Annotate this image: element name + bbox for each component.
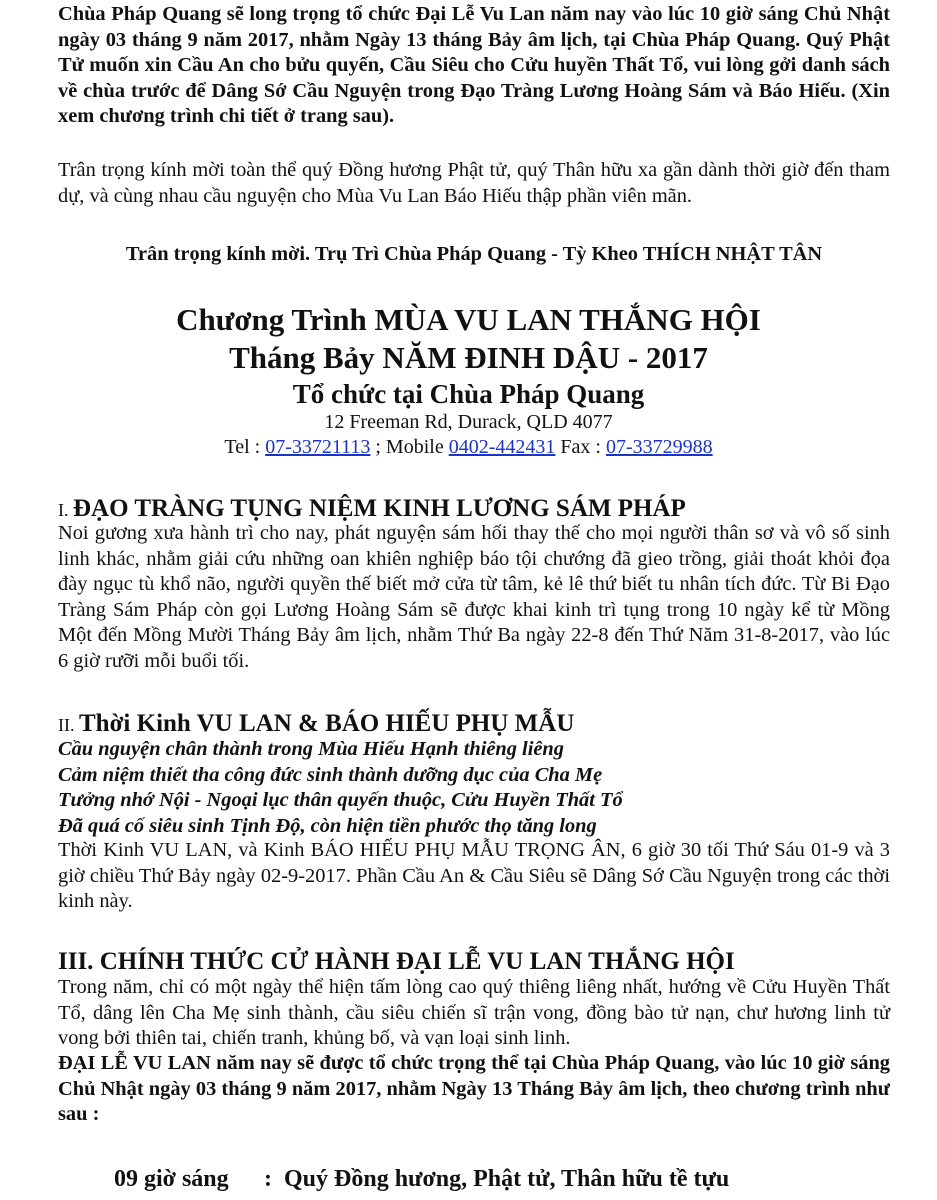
- fax-label: Fax :: [555, 436, 606, 458]
- schedule-description: Quý Đồng hương, Phật tử, Thân hữu tề tựu: [284, 1166, 730, 1192]
- schedule-separator: :: [264, 1166, 272, 1192]
- program-title: Chương Trình MÙA VU LAN THẮNG HỘI: [176, 302, 761, 337]
- section-2-number: II.: [58, 715, 79, 735]
- verse-line: Cảm niệm thiết tha công đức sinh thành dưỡng dục của Cha Mẹ: [58, 763, 603, 786]
- tel-link[interactable]: 07-33721113: [265, 436, 371, 458]
- verse-line: Cầu nguyện chân thành trong Mùa Hiếu Hạnh thiêng liêng: [58, 738, 564, 760]
- invitation-paragraph: Trân trọng kính mời toàn thể quý Đồng hương Phật tử, quý Thân hữu xa gần dành thời giờ đến tham dự, và cùng nhau cầu nguyện cho Mùa Vu Lan Báo Hiếu thập phần viên mãn.: [58, 159, 890, 207]
- section-2-verses: [58, 737, 890, 839]
- tel-label: Tel :: [224, 436, 266, 458]
- section-2-heading: [58, 709, 918, 740]
- section-1-number: I.: [58, 500, 73, 520]
- program-subtitle: Tháng Bảy NĂM ĐINH DẬU - 2017: [229, 340, 708, 375]
- program-organizer: Tổ chức tại Chùa Pháp Quang: [292, 379, 645, 409]
- section-2-title: Thời Kinh VU LAN & BÁO HIẾU PHỤ MẪU: [79, 710, 575, 737]
- section-3-body: Trong năm, chỉ có một ngày thể hiện tấm lòng cao quý thiêng liêng nhất, hướng về Cửu Huyền Thất Tổ, dâng lên Cha Mẹ sinh thành, cầu siêu chiến sĩ trận vong, đồng bào tử nạn, chư hương linh tử vong bởi thiên tai, chiến tranh, khủng bố, và vạn loại sinh linh.: [58, 976, 890, 1049]
- temple-address: 12 Freeman Rd, Durack, QLD 4077: [324, 411, 613, 433]
- section-1-title: ĐẠO TRÀNG TỤNG NIỆM KINH LƯƠNG SÁM PHÁP: [73, 495, 686, 522]
- section-3-number: III.: [58, 948, 100, 975]
- verse-line: Tưởng nhớ Nội - Ngoại lục thân quyến thuộc, Cửu Huyền Thất Tổ: [58, 789, 623, 811]
- schedule-time: 09 giờ sáng: [114, 1166, 229, 1192]
- mobile-label: ; Mobile: [370, 436, 449, 458]
- fax-link[interactable]: 07-33729988: [605, 436, 713, 458]
- signature-line: Trân trọng kính mời. Trụ Trì Chùa Pháp Quang - Tỳ Kheo THÍCH NHẬT TÂN: [125, 243, 823, 265]
- section-3-heading: [58, 947, 918, 977]
- mobile-link[interactable]: 0402-442431: [448, 436, 556, 458]
- contact-line: [0, 435, 937, 459]
- section-1-body: Noi gương xưa hành trì cho nay, phát nguyện sám hối thay thế cho mọi người thân sơ và vô số sinh linh khác, nhằm giải cứu những oan khiên nghiệp báo tội chướng đã gieo trồng, giải thoát khỏi đọa đày ngục tù khổ não, người quyền thế biết mở cửa từ tâm, kẻ lê thứ biết tu nhân tích đức. Từ Bi Đạo Tràng Sám Pháp còn gọi Lương Hoàng Sám sẽ được khai kinh trì tụng trong 10 ngày kể từ Mồng Một đến Mồng Mười Tháng Bảy âm lịch, nhằm Thứ Ba ngày 22-8 đến Thứ Năm 31-8-2017, vào lúc 6 giờ rưỡi mỗi buổi tối.: [58, 522, 890, 672]
- intro-paragraph: Chùa Pháp Quang sẽ long trọng tổ chức Đại Lễ Vu Lan năm nay vào lúc 10 giờ sáng Chủ Nhật ngày 03 tháng 9 năm 2017, nhằm Ngày 13 tháng Bảy âm lịch, tại Chùa Pháp Quang. Quý Phật Tử muốn xin Cầu An cho bửu quyến, Cầu Siêu cho Cửu huyền Thất Tổ, vui lòng gởi danh sách về chùa trước để Dâng Sớ Cầu Nguyện trong Đạo Tràng Lương Hoàng Sám và Báo Hiếu. (Xin xem chương trình chi tiết ở trang sau).: [58, 3, 890, 127]
- section-3-bold-body: ĐẠI LỄ VU LAN năm nay sẽ được tổ chức trọng thể tại Chùa Pháp Quang, vào lúc 10 giờ sáng Chủ Nhật ngày 03 tháng 9 năm 2017, nhằm Ngày 13 Tháng Bảy âm lịch, theo chương trình như sau :: [58, 1052, 890, 1125]
- schedule-row: [114, 1164, 729, 1194]
- section-3-title: CHÍNH THỨC CỬ HÀNH ĐẠI LỄ VU LAN THẮNG HỘI: [99, 948, 735, 975]
- section-2-body: Thời Kinh VU LAN, và Kinh BÁO HIẾU PHỤ MẪU TRỌNG ÂN, 6 giờ 30 tối Thứ Sáu 01-9 và 3 giờ chiều Thứ Bảy ngày 02-9-2017. Phần Cầu An & Cầu Siêu sẽ Dâng Sớ Cầu Nguyện trong các thời kinh này.: [58, 839, 890, 912]
- verse-line: Đã quá cố siêu sinh Tịnh Độ, còn hiện tiền phước thọ tăng long: [58, 814, 597, 837]
